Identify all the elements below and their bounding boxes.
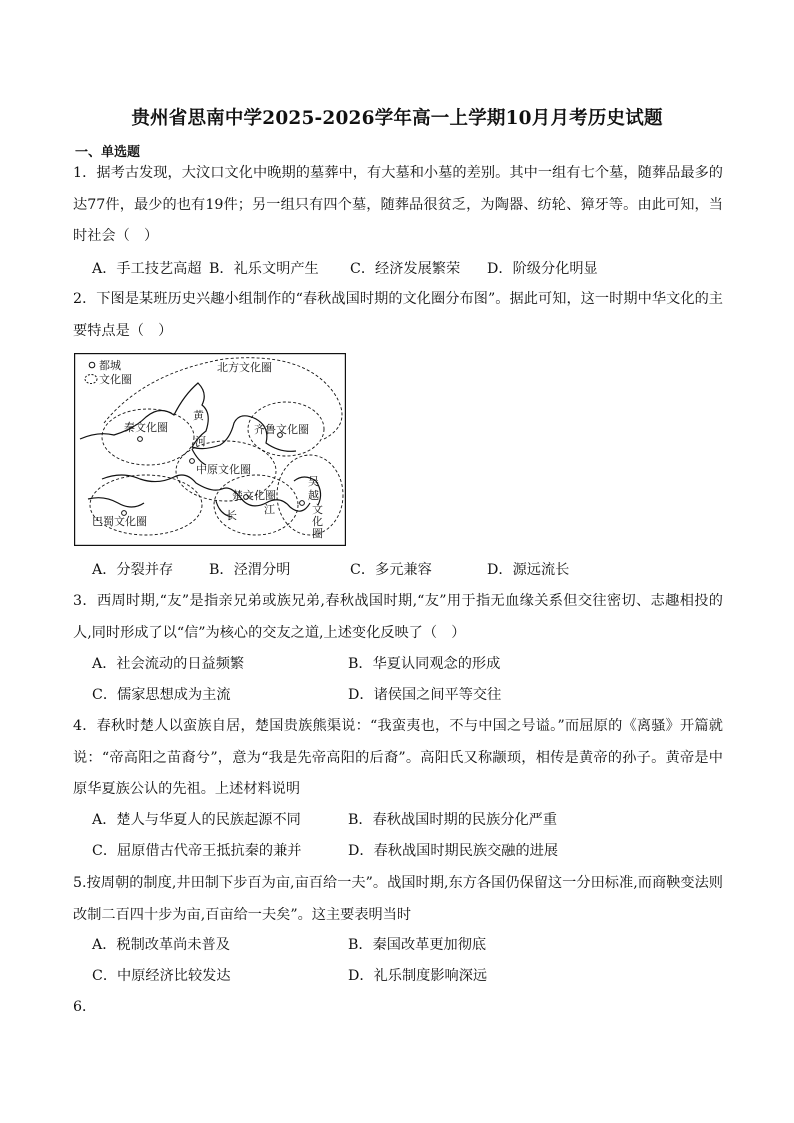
question-3-stem: 3．西周时期,“友”是指亲兄弟或族兄弟,春秋战国时期,“友”用于指无血缘关系但交往密切、志趣相投的人,同时形成了以“信”为核心的交友之道,上述变化反映了（ ） bbox=[73, 593, 723, 641]
qin-circle-label: 秦文化圈 bbox=[124, 421, 168, 434]
q4-option-d[interactable]: D．春秋战国时期民族交融的进展 bbox=[348, 843, 559, 859]
q1-option-d[interactable]: D．阶级分化明显 bbox=[487, 261, 598, 277]
q3-option-d[interactable]: D．诸侯国之间平等交往 bbox=[348, 687, 502, 703]
question-6-stem: 6． bbox=[73, 999, 97, 1015]
capital-city-icon bbox=[89, 362, 95, 368]
wuyue-label-1: 吴 bbox=[308, 475, 319, 488]
zhongyuan-circle-label: 中原文化圈 bbox=[196, 463, 251, 476]
q3-option-c[interactable]: C．儒家思想成为主流 bbox=[92, 687, 231, 703]
q1-option-b[interactable]: B．礼乐文明产生 bbox=[209, 261, 319, 277]
q2-option-c[interactable]: C．多元兼容 bbox=[350, 562, 432, 578]
q4-option-a[interactable]: A．楚人与华夏人的民族起源不同 bbox=[92, 812, 301, 828]
q5-option-c[interactable]: C．中原经济比较发达 bbox=[92, 968, 231, 984]
q2-option-d[interactable]: D．源远流长 bbox=[487, 562, 570, 578]
q3-option-a[interactable]: A．社会流动的日益频繁 bbox=[92, 656, 245, 672]
legend-circle-label: 文化圈 bbox=[99, 373, 132, 386]
question-4-stem: 4．春秋时楚人以蛮族自居，楚国贵族熊渠说：“我蛮夷也，不与中国之号谥。”而屈原的《离骚》开篇就说：“帝高阳之苗裔兮”，意为“我是先帝高阳的后裔”。高阳氏又称颛顼，相传是黄帝的孙子。黄帝是中原华夏族公认的先祖。上述材料说明 bbox=[73, 718, 723, 797]
bashu-circle-label: 巴蜀文化圈 bbox=[92, 515, 147, 528]
q1-option-a[interactable]: A．手工技艺高超 bbox=[92, 261, 202, 277]
qilu-circle-label: 齐鲁文化圈 bbox=[254, 423, 309, 436]
q5-option-d[interactable]: D．礼乐制度影响深远 bbox=[348, 968, 488, 984]
yellow-river-label-2: 河 bbox=[195, 435, 206, 448]
q3-option-b[interactable]: B．华夏认同观念的形成 bbox=[348, 656, 501, 672]
q4-option-c[interactable]: C．屈原借古代帝王抵抗秦的兼并 bbox=[92, 843, 302, 859]
yellow-river-label-1: 黄 bbox=[193, 409, 204, 422]
question-2-stem: 2．下图是某班历史兴趣小组制作的“春秋战国时期的文化圈分布图”。据此可知，这一时期中华文化的主要特点是（ ） bbox=[73, 291, 723, 339]
q2-option-b[interactable]: B．泾渭分明 bbox=[209, 562, 291, 578]
north-circle-label: 北方文化圈 bbox=[217, 361, 272, 374]
section-heading: 一、单选题 bbox=[75, 145, 141, 160]
q5-option-b[interactable]: B．秦国改革更加彻底 bbox=[348, 937, 487, 953]
q5-option-a[interactable]: A．税制改革尚未普及 bbox=[92, 937, 230, 953]
q2-option-a[interactable]: A．分裂并存 bbox=[92, 562, 174, 578]
q1-option-c[interactable]: C．经济发展繁荣 bbox=[350, 261, 461, 277]
question-1-stem: 1．据考古发现，大汶口文化中晚期的墓葬中，有大墓和小墓的差别。其中一组有七个墓，随葬品最多的达77件，最少的也有19件；另一组只有四个墓，随葬品很贫乏，为陶器、纺轮、獐牙等。由此可知，当时社会（ ） bbox=[73, 165, 723, 244]
question-5-stem: 5.按周朝的制度,井田制下步百为亩,亩百给一夫”。战国时期,东方各国仍保留这一分田标准,而商鞅变法则改制二百四十步为亩,百亩给一夫矣”。这主要表明当时 bbox=[73, 875, 723, 923]
wuyue-label-4: 化 bbox=[312, 515, 323, 528]
page-title: 贵州省思南中学2025-2026学年高一上学期10月月考历史试题 bbox=[131, 108, 663, 129]
legend-city-label: 都城 bbox=[99, 359, 121, 372]
yangtze-label-2: 江 bbox=[264, 503, 275, 516]
culture-circle-map bbox=[74, 353, 346, 546]
wuyue-label-2: 越 bbox=[308, 489, 319, 502]
wuyue-label-3: 文 bbox=[312, 503, 323, 516]
q4-option-b[interactable]: B．春秋战国时期的民族分化严重 bbox=[348, 812, 558, 828]
yangtze-label-1: 长 bbox=[226, 509, 237, 522]
chu-circle-label: 楚文化圈 bbox=[232, 489, 276, 502]
wuyue-label-5: 圈 bbox=[312, 527, 323, 540]
